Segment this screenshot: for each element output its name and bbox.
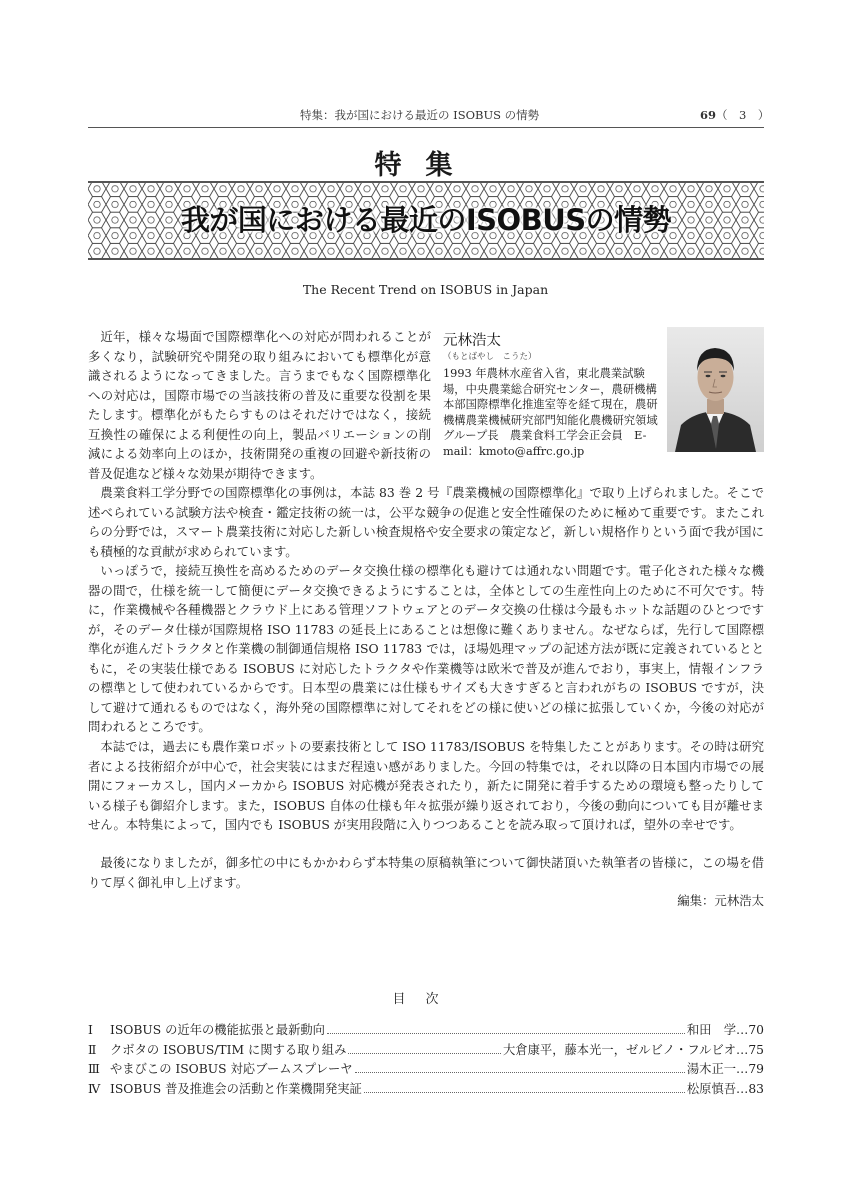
author-name: 元林浩太 [443, 333, 501, 349]
toc-item[interactable] [88, 1059, 764, 1079]
toc-item-title: ISOBUS 普及推進会の活動と作業機開発実証 [110, 1081, 362, 1096]
header-rule [88, 127, 764, 128]
body-paragraph-3: いっぽうで，接続互換性を高めるためのデータ交換仕様の標準化も避けては通れない問題です。電子化された様々な機器の間で，仕様を統一して簡便にデータ交換できるようにすることは，全体としての生産性向上のために不可欠です。特に，作業機械や各種機器とクラウド上にある管理ソフトウェアとのデータ交換の仕様は今最もホットな話題のひとつですが，そのデータ仕様が国際規格 ISO 11783 の延長上にあることは想像に難くありません。なぜならば，先行して国際標準化が進んだトラクタと作業機の制御通信規格 ISO 11783 では，ほ場処理マップの記述方法が既に定義されているとともに，その実装仕様である ISOBUS に対応したトラクタや作業機等は欧米で普及が進んでおり，事実上，情報インフラの標準として使われているからです。日本型の農業には仕様もサイズも大きすぎると言われがちの ISOBUS ですが，決して避けて通れるものではなく，海外発の国際標準に対してそれをどの様に使いどの様に拡張していくか，今後の対応が問われるところです。 [88, 563, 764, 734]
toc-item-author-page: 大倉康平，藤本光一，ゼルビノ・フルビオ…75 [503, 1042, 764, 1057]
page-number-value: 69 [700, 108, 717, 122]
author-bio: 1993 年農林水産省入省，東北農業試験場，中央農業総合研究センター，農研機構本部国際標準化推進室等を経て現在，農研機構農業機械研究部門知能化農機研究領域グループ長 農業食料工学会正会員 E-mail：kmoto@affrc.go.jp [443, 367, 658, 458]
page-number-sub: （ 3 ） [716, 108, 770, 122]
toc-item-title: ISOBUS の近年の機能拡張と最新動向 [110, 1023, 325, 1037]
toc-item-number: Ⅳ [88, 1081, 101, 1096]
toc-item-number: Ⅲ [88, 1062, 100, 1076]
toc-title: 目次 [392, 992, 459, 1007]
toc-leader-dots [355, 1072, 685, 1073]
toc-item[interactable] [88, 1020, 764, 1040]
toc-leader-dots [327, 1033, 685, 1034]
english-subtitle: The Recent Trend on ISOBUS in Japan [302, 282, 549, 297]
body-paragraph-5: 最後になりましたが，御多忙の中にもかかわらず本特集の原稿執筆について御快諾頂いた執筆者の皆様に，この場を借りて厚く御礼申し上げます。 [88, 855, 764, 890]
toc-item[interactable] [88, 1079, 764, 1099]
toc-leader-dots [364, 1092, 685, 1093]
toc-leader-dots [348, 1053, 501, 1054]
author-name-reading: （もとばやし こうた） [443, 352, 537, 362]
feature-label: 特集 [374, 150, 477, 181]
body-paragraph-4: 本誌では，過去にも農作業ロボットの要素技術として ISO 11783/ISOBUS を特集したことがあります。その時は研究者による技術紹介が中心で，社会実装にはまだ程遠い感がありました。今回の特集では，それ以降の日本国内市場での展開にフォーカスし，国内メーカから ISOBUS 対応機が発表されたり，新たに開発に着手するための環境も整ったりしている様子も御紹介します。また，ISOBUS 自体の仕様も年々拡張が繰り返されており，今後の動向についても目が離せません。本特集によって，国内でも ISOBUS が実用段階に入りつつあることを読み取って頂ければ，望外の幸せです。 [88, 739, 764, 832]
toc-item-author-page: 湯木正一…79 [686, 1062, 764, 1076]
article-title: 我が国における最近のISOBUSの情勢 [180, 203, 672, 237]
toc-item-author-page: 松原慎吾…83 [686, 1081, 764, 1096]
running-header-title: 特集：我が国における最近の ISOBUS の情勢 [300, 108, 540, 122]
table-of-contents [88, 1020, 764, 1098]
toc-item-title: クボタの ISOBUS/TIM に関する取り組み [110, 1042, 347, 1057]
toc-item[interactable] [88, 1040, 764, 1060]
body-paragraph-2: 農業食料工学分野での国際標準化の事例は，本誌 83 巻 2 号『農業機械の国際標準化』で取り上げられました。そこで述べられている試験方法や検査・鑑定技術の統一は，公平な競争の促進と安全性確保のために極めて重要です。またこれらの分野では，スマート農業技術に対応した新しい検査規格や安全要求の策定など，新しい規格作りという面で我が国にも積極的な貢献が求められています。 [88, 485, 764, 559]
editor-credit: 編集：元林浩太 [677, 893, 764, 908]
toc-item-author-page: 和田 学…70 [686, 1023, 764, 1037]
author-portrait [667, 327, 764, 452]
toc-item-number: Ⅰ [88, 1023, 93, 1037]
page-number [700, 107, 769, 123]
toc-item-number: Ⅱ [88, 1042, 97, 1057]
toc-item-title: やまびこの ISOBUS 対応ブームスプレーヤ [110, 1062, 353, 1076]
body-paragraph-1: 近年，様々な場面で国際標準化への対応が問われることが多くなり，試験研究や開発の取り組みにおいても標準化が意識されるようになってきました。言うまでもなく国際標準化への対応は，国際市場での当該技術の普及に重要な役割を果たします。標準化がもたらすものはそれだけではなく，接続互換性の確保による利便性の向上，製品バリエーションの削減による効率向上のほか，技術開発の重複の回避や新技術の普及促進など様々な効果が期待できます。 [88, 329, 431, 481]
